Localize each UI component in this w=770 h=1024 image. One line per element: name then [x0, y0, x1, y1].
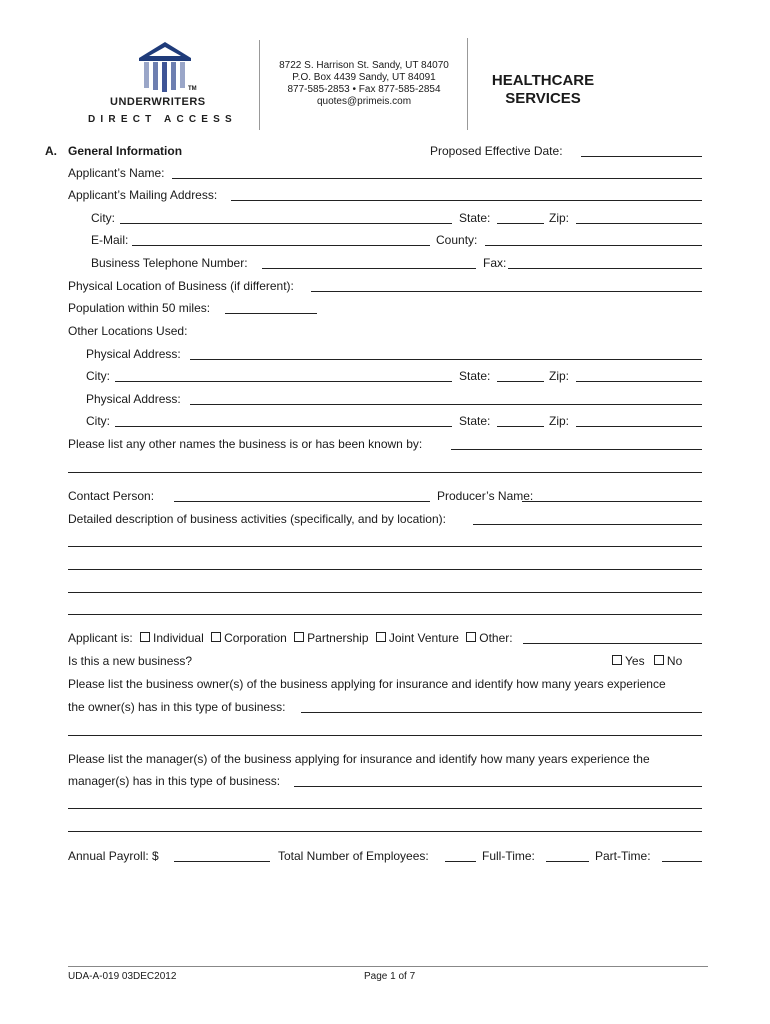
page-number: Page 1 of 7 [364, 971, 416, 982]
other-names-field-line2[interactable] [68, 472, 702, 473]
zip-label: Zip: [549, 414, 570, 428]
other-locations-label: Other Locations Used: [68, 324, 188, 338]
new-business-label: Is this a new business? [68, 654, 193, 668]
description-field-line[interactable] [68, 546, 702, 547]
corporation-checkbox[interactable] [211, 632, 221, 642]
logo-text-direct-access: DIRECT ACCESS [88, 114, 237, 125]
city-label: City: [86, 369, 110, 383]
part-time-field[interactable] [662, 861, 702, 862]
population-field[interactable] [225, 313, 317, 314]
county-label: County: [436, 233, 478, 247]
corporation-label: Corporation [224, 631, 287, 645]
individual-label: Individual [153, 631, 204, 645]
applicant-name-field[interactable] [172, 178, 702, 179]
full-time-label: Full-Time: [482, 849, 535, 863]
city-field[interactable] [120, 223, 452, 224]
footer-rule [68, 966, 708, 967]
title-line: HEALTHCARE [491, 72, 595, 89]
header-divider-right [467, 38, 468, 130]
section-letter: A. [45, 144, 57, 158]
no-checkbox[interactable] [654, 655, 664, 665]
header-divider-left [259, 40, 260, 130]
city-label: City: [86, 414, 110, 428]
partnership-label: Partnership [307, 631, 369, 645]
other-checkbox[interactable] [466, 632, 476, 642]
part-time-label: Part-Time: [595, 849, 651, 863]
contact-person-field[interactable] [174, 501, 430, 502]
other-names-field[interactable] [451, 449, 702, 450]
email-label: E-Mail: [91, 233, 129, 247]
managers-instruction: Please list the manager(s) of the business applying for insurance and identify how many years experience the [68, 752, 650, 766]
owners-instruction: Please list the business owner(s) of the business applying for insurance and identify how many years experience [68, 677, 666, 691]
description-field[interactable] [473, 524, 702, 525]
phone-fax-line: 877-585-2853 • Fax 877-585-2854 [287, 84, 441, 95]
physical-location-field[interactable] [311, 291, 702, 292]
physical-address-field[interactable] [190, 404, 702, 405]
other-label: Other: [479, 631, 513, 645]
description-field-line[interactable] [68, 569, 702, 570]
annual-payroll-label: Annual Payroll: $ [68, 849, 159, 863]
description-field-line[interactable] [68, 614, 702, 615]
partnership-checkbox[interactable] [294, 632, 304, 642]
applicant-is-label: Applicant is: [68, 631, 133, 645]
zip-field[interactable] [576, 426, 702, 427]
state-field[interactable] [497, 223, 544, 224]
effective-date-field[interactable] [581, 156, 702, 157]
managers-field[interactable] [294, 786, 702, 787]
section-title: General Information [68, 144, 183, 158]
trademark-mark: TM [188, 86, 197, 92]
physical-address-label: Physical Address: [86, 347, 181, 361]
zip-label: Zip: [549, 369, 570, 383]
yes-label: Yes [625, 654, 645, 668]
address-line: 8722 S. Harrison St. Sandy, UT 84070 [279, 60, 449, 71]
other-type-field[interactable] [523, 643, 702, 644]
owners-field-line2[interactable] [68, 735, 702, 736]
fax-label: Fax: [483, 256, 507, 270]
contact-person-label: Contact Person: [68, 489, 155, 503]
joint-venture-checkbox[interactable] [376, 632, 386, 642]
zip-field[interactable] [576, 381, 702, 382]
managers-label: manager(s) has in this type of business: [68, 774, 281, 788]
new-business-options [612, 654, 682, 668]
effective-date-label: Proposed Effective Date: [430, 144, 563, 158]
logo-text-underwriters: UNDERWRITERS [110, 96, 206, 108]
description-label: Detailed description of business activities (specifically, and by location): [68, 512, 446, 526]
pillar-building-icon [135, 40, 195, 96]
population-label: Population within 50 miles: [68, 301, 211, 315]
title-line: SERVICES [505, 90, 581, 107]
physical-address-field[interactable] [190, 359, 702, 360]
form-id: UDA-A-019 03DEC2012 [68, 971, 177, 982]
state-field[interactable] [497, 426, 544, 427]
phone-label: Business Telephone Number: [91, 256, 248, 270]
address-line: P.O. Box 4439 Sandy, UT 84091 [292, 72, 436, 83]
zip-label: Zip: [549, 211, 570, 225]
city-field[interactable] [115, 381, 452, 382]
applicant-name-label: Applicant’s Name: [68, 166, 165, 180]
state-label: State: [459, 369, 491, 383]
physical-address-label: Physical Address: [86, 392, 181, 406]
other-names-label: Please list any other names the business is or has been known by: [68, 437, 423, 451]
email-field[interactable] [132, 245, 430, 246]
owners-label: the owner(s) has in this type of business: [68, 700, 286, 714]
phone-field[interactable] [262, 268, 476, 269]
total-employees-field[interactable] [445, 861, 476, 862]
annual-payroll-field[interactable] [174, 861, 270, 862]
no-label: No [666, 654, 683, 668]
yes-checkbox[interactable] [612, 655, 622, 665]
total-employees-label: Total Number of Employees: [278, 849, 429, 863]
producer-name-field[interactable] [522, 501, 702, 502]
individual-checkbox[interactable] [140, 632, 150, 642]
state-label: State: [459, 414, 491, 428]
owners-field[interactable] [301, 712, 702, 713]
county-field[interactable] [485, 245, 702, 246]
mailing-address-label: Applicant’s Mailing Address: [68, 188, 218, 202]
applicant-type-row [68, 631, 513, 645]
physical-location-label: Physical Location of Business (if different): [68, 279, 294, 293]
state-label: State: [459, 211, 491, 225]
mailing-address-field[interactable] [231, 200, 702, 201]
fax-field[interactable] [508, 268, 702, 269]
form-title [474, 72, 612, 108]
managers-field-line2[interactable] [68, 808, 702, 809]
managers-field-line3[interactable] [68, 831, 702, 832]
joint-venture-label: Joint Venture [388, 631, 459, 645]
description-field-line[interactable] [68, 592, 702, 593]
email-line: quotes@primeis.com [316, 96, 412, 107]
company-address-block [266, 60, 462, 108]
state-field[interactable] [497, 381, 544, 382]
city-field[interactable] [115, 426, 452, 427]
zip-field[interactable] [576, 223, 702, 224]
producer-name-label: Producer’s Name: [437, 489, 534, 503]
full-time-field[interactable] [546, 861, 589, 862]
city-label: City: [91, 211, 115, 225]
